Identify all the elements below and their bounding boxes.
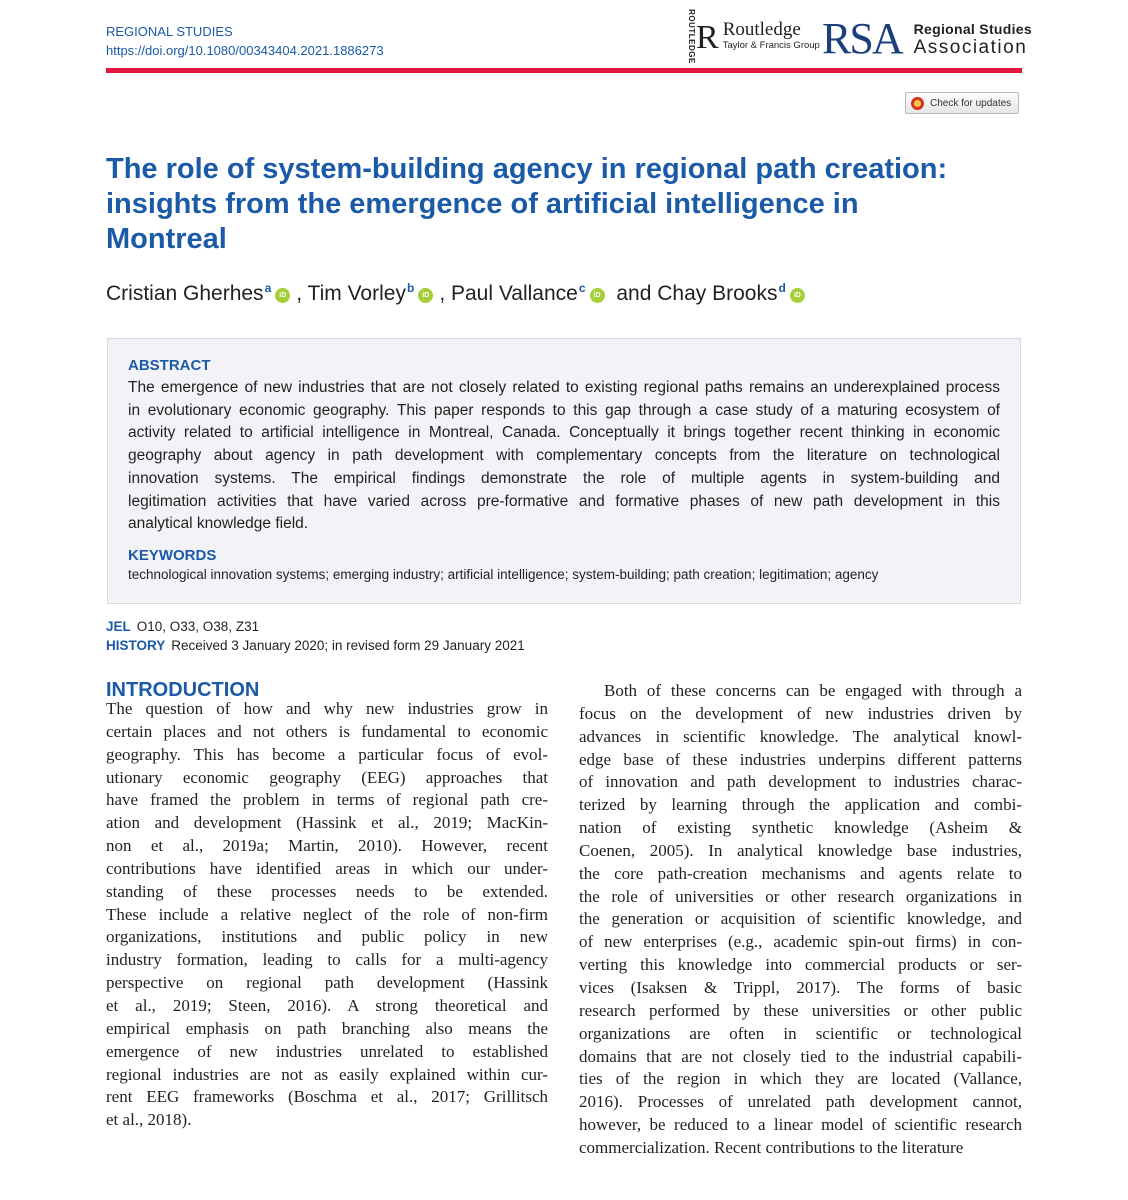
right-column-text: [579, 680, 1022, 1160]
body-line: of innovation and path development to industries charac-: [579, 772, 1022, 792]
abstract-heading: ABSTRACT: [128, 357, 211, 374]
history-label: HISTORY: [106, 638, 166, 653]
routledge-r-mark: R: [696, 19, 719, 56]
body-line: utionary economic geography (EEG) approaches that: [106, 767, 548, 787]
routledge-vertical-text: ROUTLEDGE: [686, 9, 696, 64]
body-line: the generation or acquisition of scientific knowledge, and: [579, 909, 1022, 929]
author-name[interactable]: Cristian Gherhes: [106, 282, 264, 305]
title-line: insights from the emergence of artificial intelligence in: [106, 188, 859, 220]
body-line: focus on the development of new industries driven by: [579, 703, 1022, 723]
abstract-line: legitimation activities that have varied across pre-formative and formative phases of new path development in this: [128, 492, 1000, 510]
body-line: These include a relative neglect of the role of non-firm: [106, 904, 548, 924]
body-line: edge base of these industries underpins different patterns: [579, 749, 1022, 769]
crossmark-icon: [911, 97, 924, 110]
routledge-logo: [676, 9, 820, 64]
body-line: nation of existing synthetic knowledge (Asheim &: [579, 818, 1022, 838]
body-line: geography. This has become a particular focus of evol-: [106, 744, 548, 764]
article-title: [106, 152, 1026, 257]
introduction-heading: INTRODUCTION: [106, 679, 260, 701]
body-line: vices (Isaksen & Trippl, 2017). The forms of basic: [579, 977, 1022, 997]
check-for-updates-button[interactable]: [905, 92, 1019, 114]
body-line: domains that are not closely tied to the industrial capabili-: [579, 1046, 1022, 1066]
affiliation-marker[interactable]: d: [778, 281, 786, 295]
body-line: of new enterprises (e.g., academic spin-out firms) in con-: [579, 932, 1022, 952]
check-for-updates-label: Check for updates: [930, 97, 1012, 109]
body-line: research performed by these universities or other public: [579, 1000, 1022, 1020]
journal-name: REGIONAL STUDIES: [106, 24, 233, 39]
body-line: standing of these processes needs to be extended.: [106, 881, 548, 901]
body-line: advances in scientific knowledge. The analytical knowl-: [579, 726, 1022, 746]
body-line: industry formation, leading to calls for a multi-agency: [106, 950, 548, 970]
body-line: emergence of new industries unrelated to established: [106, 1041, 548, 1061]
affiliation-marker[interactable]: b: [406, 281, 415, 295]
affiliation-marker[interactable]: a: [264, 281, 272, 295]
abstract-line: activity related to artificial intelligence in Montreal, Canada. Conceptually it brings together recent thinking in economic: [128, 424, 1000, 442]
body-line: organizations, institutions and public policy in new: [106, 927, 548, 947]
body-line: Coenen, 2005). In analytical knowledge base industries,: [579, 840, 1022, 860]
jel-label: JEL: [106, 619, 131, 634]
body-line: the core path-creation mechanisms and agents relate to: [579, 863, 1022, 883]
body-line: organizations are often in scientific or technological: [579, 1023, 1022, 1043]
body-line: commercialization. Recent contributions to the literature: [579, 1137, 964, 1157]
left-column-text: [106, 698, 548, 1132]
orcid-icon[interactable]: iD: [275, 288, 290, 303]
abstract-line: innovation systems. The empirical findings demonstrate the role of multiple agents in system-building and: [128, 469, 1000, 487]
body-line: perspective on regional path development (Hassink: [106, 973, 548, 993]
title-line: Montreal: [106, 223, 227, 255]
author-separator: and: [610, 282, 658, 305]
body-line: regional industries are not as easily explained within cur-: [106, 1064, 548, 1084]
body-line: et al., 2019; Steen, 2016). A strong theoretical and: [106, 995, 548, 1015]
body-line: Both of these concerns can be engaged with through a: [604, 681, 1022, 700]
publisher-subtitle: Taylor & Francis Group: [722, 40, 820, 51]
journal-header: [106, 22, 384, 60]
jel-text: O10, O33, O38, Z31: [136, 619, 260, 634]
society-name-line1: Regional Studies: [913, 21, 1032, 37]
title-line: The role of system-building agency in regional path creation:: [106, 153, 948, 185]
body-line: terized by learning through the application and combi-: [579, 795, 1022, 815]
abstract-line: analytical knowledge field.: [128, 515, 309, 533]
author-separator: ,: [296, 282, 308, 305]
keywords-heading: KEYWORDS: [128, 547, 217, 564]
body-line: non et al., 2019a; Martin, 2010). However, recent: [106, 836, 548, 856]
body-line: empirical emphasis on path branching also means the: [106, 1018, 548, 1038]
history-text: Received 3 January 2020; in revised form 29 January 2021: [171, 638, 525, 653]
author-name[interactable]: Chay Brooks: [657, 282, 778, 305]
body-line: et al., 2018).: [106, 1110, 192, 1130]
abstract-line: geography about agency in path development with complementary concepts from the literature on technological: [128, 447, 1000, 465]
body-line: certain places and not others is fundamental to economic: [106, 721, 548, 741]
body-line: verting this knowledge into commercial products or ser-: [579, 955, 1022, 975]
header-rule: [106, 68, 1022, 73]
body-line: the role of universities or other research organizations in: [579, 886, 1022, 906]
abstract-line: in evolutionary economic geography. This paper responds to this gap through a case study of a maturing ecosystem of: [128, 401, 1000, 419]
body-line: have framed the problem in terms of regional path cre-: [106, 790, 548, 810]
doi-link[interactable]: https://doi.org/10.1080/00343404.2021.1886273: [106, 43, 384, 58]
author-name[interactable]: Paul Vallance: [450, 282, 578, 305]
author-separator: ,: [439, 282, 451, 305]
body-line: contributions have identified areas in which our under-: [106, 858, 548, 878]
body-line: however, be reduced to a linear model of scientific research: [579, 1115, 1022, 1135]
body-line: ties of the region in which they are located (Vallance,: [579, 1069, 1022, 1089]
abstract-text: [128, 377, 1000, 536]
keywords-text: technological innovation systems; emerging industry; artificial intelligence; system-building; path creation; legitimation; agency: [128, 567, 879, 582]
rsa-logo: [822, 14, 1032, 63]
rsa-mark: RSA: [822, 14, 902, 63]
affiliation-marker[interactable]: c: [578, 281, 586, 295]
body-line: The question of how and why new industries grow in: [106, 699, 548, 718]
publisher-name: Routledge: [722, 19, 801, 40]
body-line: rent EEG frameworks (Boschma et al., 2017; Grillitsch: [106, 1087, 548, 1107]
body-line: ation and development (Hassink et al., 2019; MacKin-: [106, 813, 548, 833]
author-name[interactable]: Tim Vorley: [307, 282, 406, 305]
orcid-icon[interactable]: iD: [418, 288, 433, 303]
orcid-icon[interactable]: iD: [590, 288, 605, 303]
abstract-line: The emergence of new industries that are not closely related to existing regional paths remains an underexplained process: [128, 379, 1000, 396]
society-name-line2: Association: [913, 37, 1028, 58]
body-line: 2016). Processes of unrelated path development cannot,: [579, 1092, 1022, 1112]
article-history: [106, 637, 525, 655]
orcid-icon[interactable]: iD: [790, 288, 805, 303]
jel-codes: [106, 618, 259, 636]
author-list: [106, 280, 811, 310]
